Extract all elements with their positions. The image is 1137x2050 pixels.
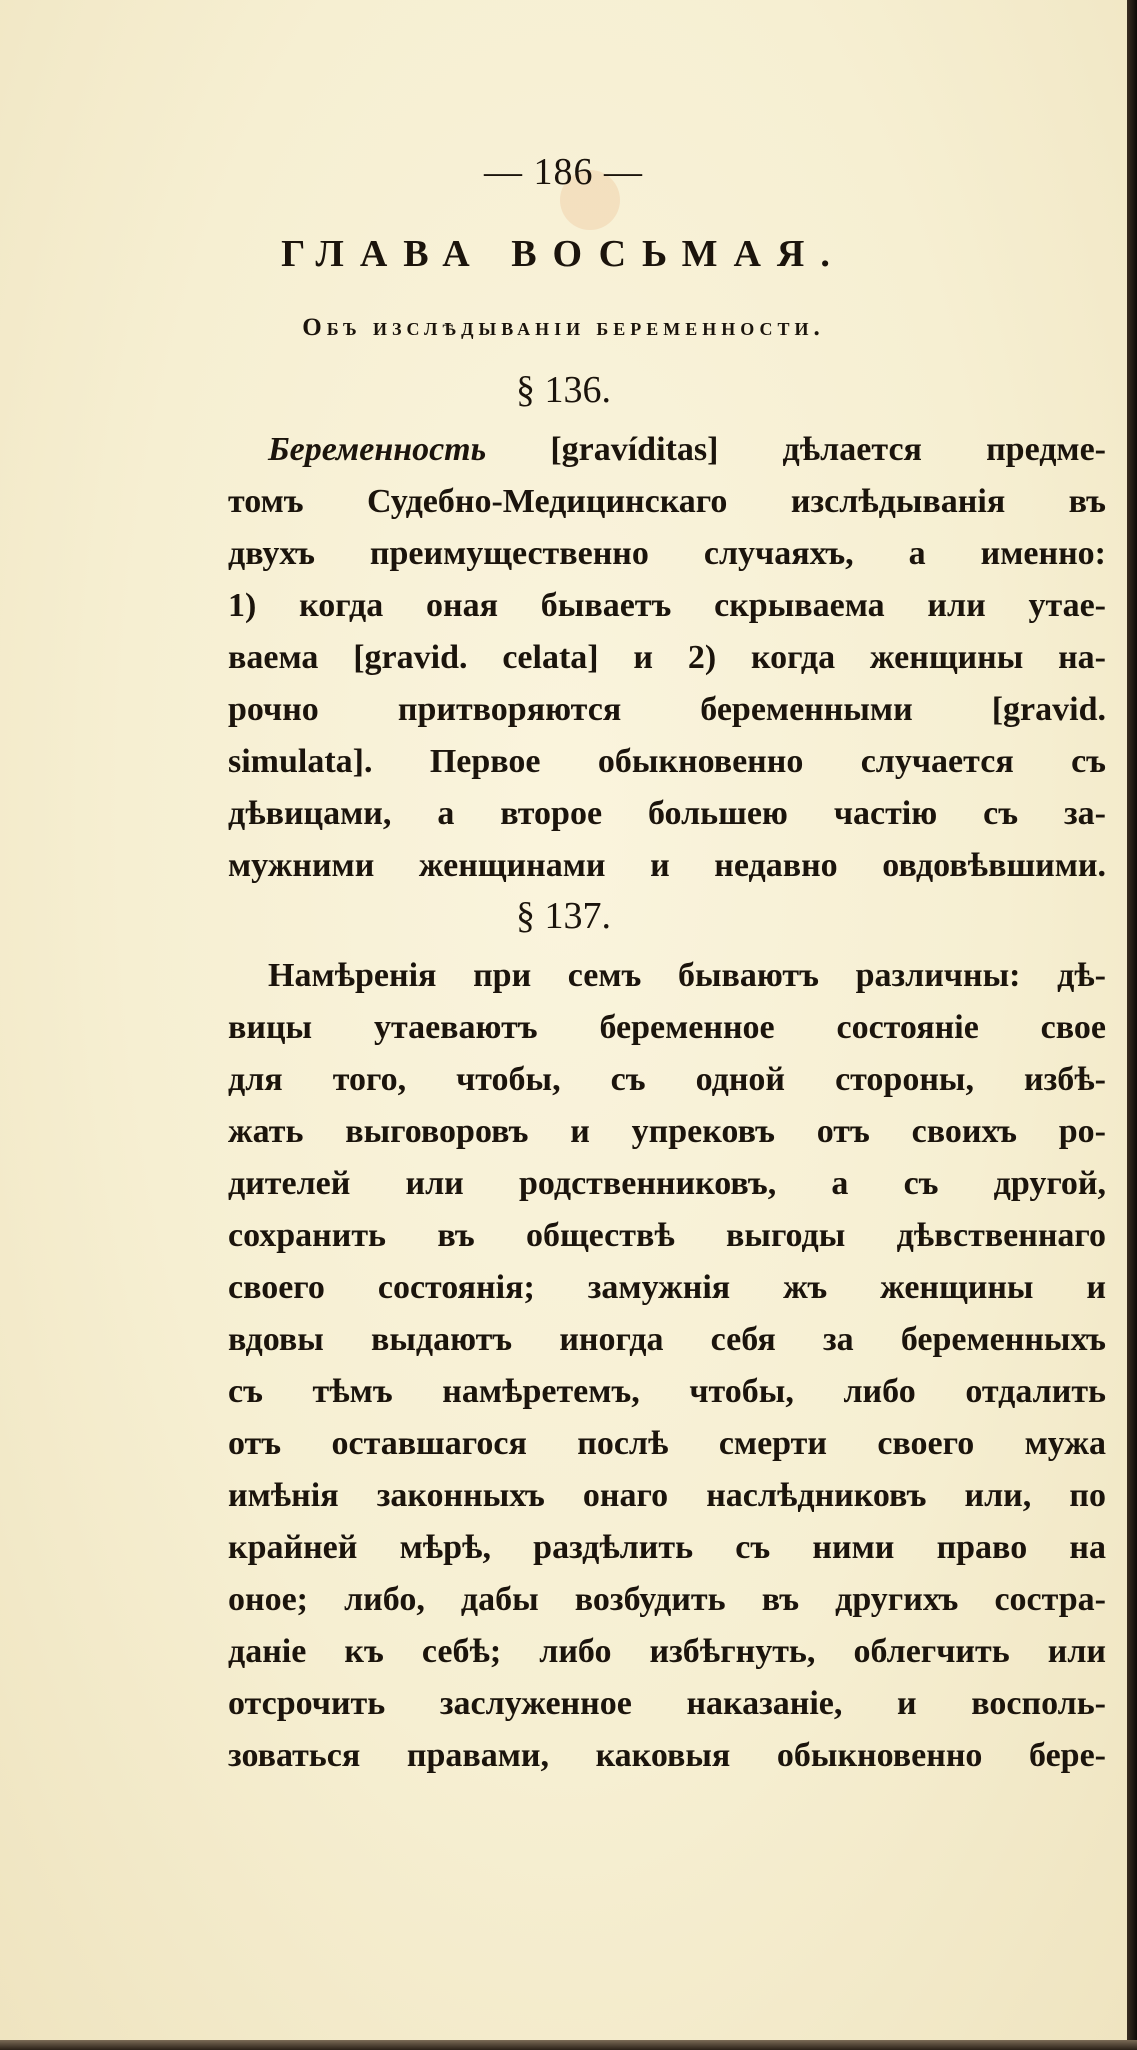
page-edge-shadow (1127, 0, 1137, 2050)
text-line: своего состоянія; замужнія жъ женщины и (228, 1269, 1106, 1306)
text-line: двухъ преимущественно случаяхъ, а именно: (228, 535, 1106, 572)
text-line: имѣнія законныхъ онаго наслѣдниковъ или, по (228, 1477, 1106, 1514)
text-line: дителей или родственниковъ, а съ другой, (228, 1165, 1106, 1202)
text-line: 1) когда оная бываетъ скрываема или утае- (228, 587, 1106, 624)
text-line: даніе къ себѣ; либо избѣгнуть, облегчить или (228, 1633, 1106, 1670)
text-line: Намѣренія при семъ бываютъ различны: дѣ- (268, 957, 1106, 994)
text-line: оное; либо, дабы возбудить въ другихъ состра- (228, 1581, 1106, 1618)
text-line: simulata]. Первое обыкновенно случается съ (228, 743, 1106, 780)
text-line: сохранить въ обществѣ выгоды дѣвственнаго (228, 1217, 1106, 1254)
page-edge-shadow-bottom (0, 2040, 1137, 2050)
text-line: томъ Судебно-Медицинскаго изслѣдыванія въ (228, 483, 1106, 520)
section-mark-137: § 137. (516, 895, 611, 937)
text-line: зоваться правами, каковыя обыкновенно бере- (228, 1737, 1106, 1774)
text-line: мужними женщинами и недавно овдовѣвшими. (228, 847, 1106, 884)
text-line (228, 424, 1106, 476)
text-line: ваема [gravid. celata] и 2) когда женщины на- (228, 639, 1106, 676)
text-line: дѣвицами, а вторoе большею частію съ за- (228, 795, 1106, 832)
text-line: для того, чтобы, съ одной стороны, избѣ- (228, 1061, 1106, 1098)
chapter-subtitle: Объ изслѣдываніи беременности. (302, 314, 825, 341)
text-line: жать выговоровъ и упрековъ отъ своихъ ро- (228, 1113, 1106, 1150)
text-line: отсрочить заслуженное наказаніе, и восполь- (228, 1685, 1106, 1722)
emphasized-term: Беременность (268, 431, 487, 468)
section-mark-136: § 136. (516, 369, 611, 411)
line-text: [gravíditas] дѣлается предме- (486, 431, 1106, 468)
text-line: вдовы выдаютъ иногда себя за беременныхъ (228, 1321, 1106, 1358)
chapter-title: ГЛАВА ВОСЬМАЯ. (281, 233, 846, 275)
text-line: отъ оставшагося послѣ смерти своего мужа (228, 1425, 1106, 1462)
text-line: вицы утаеваютъ беременное состояніе свое (228, 1009, 1106, 1046)
text-line: съ тѣмъ намѣретемъ, чтобы, либо отдалить (228, 1373, 1106, 1410)
text-line: рочно притворяются беременными [gravid. (228, 691, 1106, 728)
paragraph-136 (228, 424, 1106, 892)
text-line: крайней мѣрѣ, раздѣлить съ ними право на (228, 1529, 1106, 1566)
paragraph-137 (228, 950, 1106, 1782)
page-number: — 186 — (484, 151, 643, 193)
